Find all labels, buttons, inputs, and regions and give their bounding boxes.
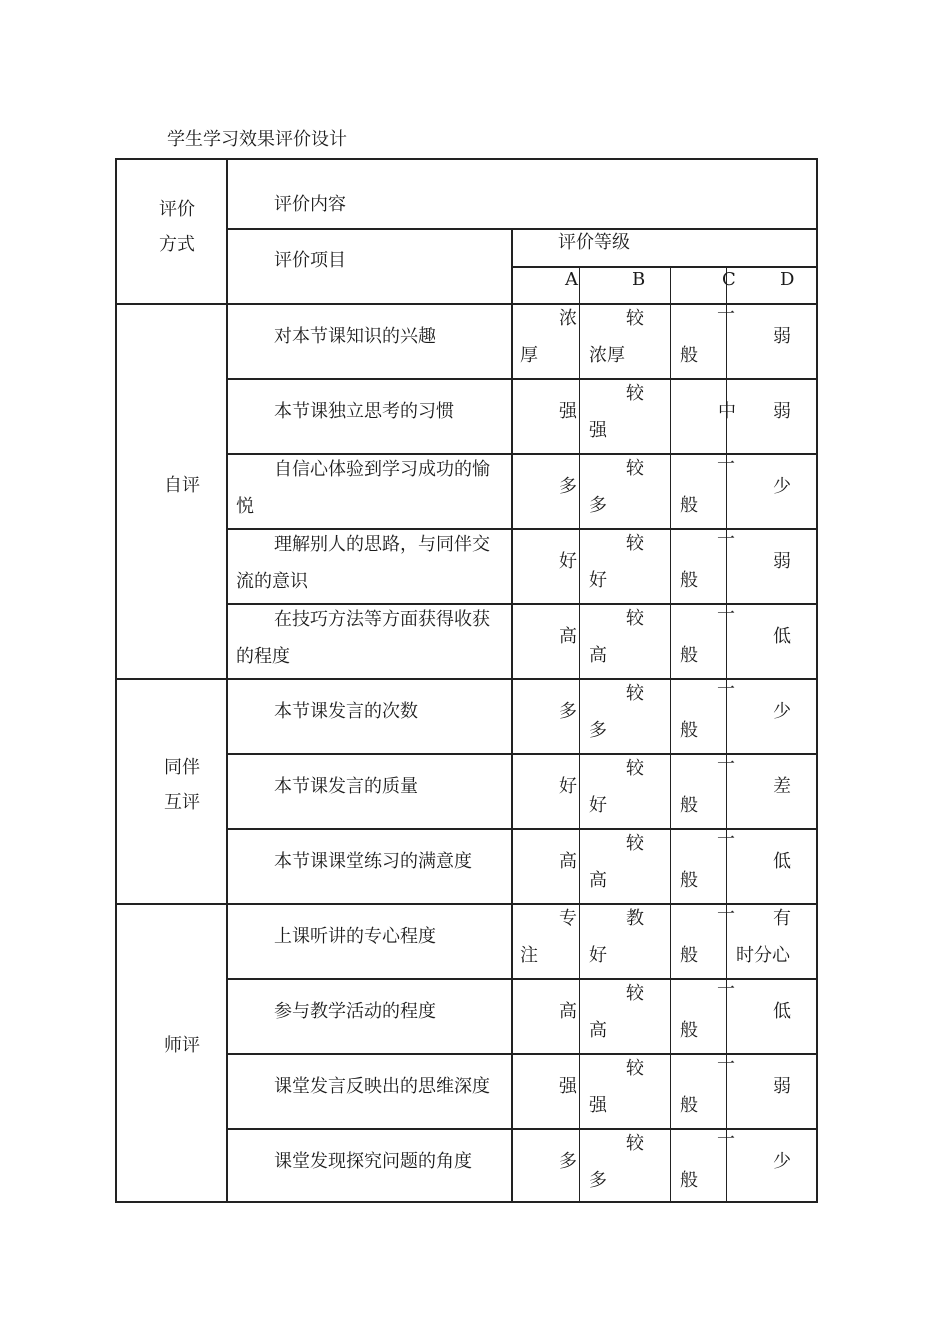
grade-d-text: 少 [773,701,791,722]
grade-d-label: D [780,269,795,290]
table-border [579,266,580,1203]
grade-c-text: 般 [680,645,698,666]
item-text: 课堂发现探究问题的角度 [274,1151,472,1172]
grade-d-text: 少 [773,476,791,497]
group-label-teacher: 师评 [164,1035,200,1056]
table-border [226,378,816,380]
grade-a-text: 好 [559,776,577,797]
grade-c-text: 般 [680,495,698,516]
grade-b-text: 好 [589,795,607,816]
table-border-right [816,158,818,1203]
grade-d-text: 弱 [773,551,791,572]
grade-d-text: 少 [773,1151,791,1172]
grade-d-text: 弱 [773,326,791,347]
page-title: 学生学习效果评价设计 [167,129,347,150]
grade-b-text: 浓厚 [589,345,625,366]
grade-c-text: 般 [680,570,698,591]
grade-c-text: 一 [717,529,735,550]
grade-a-text: 强 [559,1076,577,1097]
item-text: 自信心体验到学习成功的愉 [274,459,490,480]
grade-b-text: 较 [626,1133,644,1154]
grade-d-text: 时分心 [736,945,790,966]
grade-b-text: 较 [626,533,644,554]
table-border [115,678,816,680]
grade-a-text: 浓 [559,308,577,329]
grade-a-text: 高 [559,1001,577,1022]
grade-c-text: 般 [680,345,698,366]
grade-b-text: 强 [589,1095,607,1116]
table-border [511,266,816,268]
grade-a-text: 强 [559,401,577,422]
grade-c-text: 般 [680,1170,698,1191]
grade-d-text: 差 [773,776,791,797]
grade-c-text: 一 [717,904,735,925]
grade-a-text: 高 [559,626,577,647]
grade-b-text: 较 [626,308,644,329]
grade-c-text: 一 [717,1054,735,1075]
table-border [115,903,816,905]
grade-c-text: 一 [717,979,735,1000]
grade-c-text: 中 [718,401,736,422]
group-label-self: 自评 [164,475,200,496]
grade-b-label: B [632,269,646,290]
grade-b-text: 好 [589,570,607,591]
grade-c-text: 一 [717,604,735,625]
table-border [511,228,513,1203]
grade-a-text: 好 [559,551,577,572]
grade-b-text: 较 [626,1058,644,1079]
grade-b-text: 强 [589,420,607,441]
grade-b-text: 高 [589,645,607,666]
grade-c-label: C [722,269,736,290]
item-text: 本节课发言的质量 [274,776,418,797]
grade-d-text: 有 [773,908,791,929]
grade-c-text: 般 [680,1095,698,1116]
table-border [226,158,228,1203]
item-text: 对本节课知识的兴趣 [274,326,436,347]
method-label: 方式 [159,234,195,255]
grade-c-text: 一 [717,454,735,475]
item-text: 流的意识 [236,571,308,592]
grade-c-text: 般 [680,720,698,741]
grade-c-text: 一 [717,829,735,850]
grade-b-text: 较 [626,758,644,779]
item-text: 在技巧方法等方面获得收获 [274,609,490,630]
table-border [115,303,816,305]
grade-c-text: 一 [717,1129,735,1150]
table-border-top [115,158,818,160]
grade-b-text: 较 [626,458,644,479]
grade-b-text: 高 [589,1020,607,1041]
item-text: 理解别人的思路，与同伴交 [274,534,490,555]
group-label-peer: 同伴 [164,757,200,778]
grade-a-label: A [565,269,578,290]
grade-label: 评价等级 [558,232,630,253]
method-label: 评价 [159,199,195,220]
table-border [226,228,816,230]
grade-b-text: 较 [626,383,644,404]
item-text: 悦 [236,496,254,517]
table-border-bottom [115,1201,818,1203]
table-border-left [115,158,117,1203]
grade-b-text: 多 [589,720,607,741]
item-text: 的程度 [236,646,290,667]
grade-b-text: 高 [589,870,607,891]
grade-a-text: 多 [559,1151,577,1172]
item-text: 本节课课堂练习的满意度 [274,851,472,872]
grade-b-text: 较 [626,983,644,1004]
grade-a-text: 厚 [520,345,538,366]
grade-c-text: 般 [680,945,698,966]
grade-a-text: 专 [559,908,577,929]
grade-b-text: 多 [589,1170,607,1191]
grade-a-text: 多 [559,476,577,497]
grade-c-text: 般 [680,1020,698,1041]
item-text: 本节课发言的次数 [274,701,418,722]
grade-d-text: 低 [773,1001,791,1022]
item-text: 上课听讲的专心程度 [274,926,436,947]
grade-c-text: 般 [680,795,698,816]
grade-c-text: 一 [717,304,735,325]
table-border [670,266,671,1203]
item-label: 评价项目 [274,250,346,271]
grade-b-text: 较 [626,833,644,854]
grade-c-text: 般 [680,870,698,891]
item-text: 参与教学活动的程度 [274,1001,436,1022]
grade-a-text: 高 [559,851,577,872]
item-text: 本节课独立思考的习惯 [274,401,454,422]
grade-d-text: 低 [773,626,791,647]
grade-c-text: 一 [717,679,735,700]
group-label-peer: 互评 [164,792,200,813]
item-text: 课堂发言反映出的思维深度 [274,1076,490,1097]
grade-b-text: 教 [626,908,644,929]
grade-b-text: 较 [626,608,644,629]
grade-c-text: 一 [717,754,735,775]
grade-a-text: 注 [520,945,538,966]
grade-d-text: 弱 [773,401,791,422]
grade-b-text: 多 [589,495,607,516]
grade-b-text: 较 [626,683,644,704]
grade-b-text: 好 [589,945,607,966]
grade-d-text: 低 [773,851,791,872]
grade-a-text: 多 [559,701,577,722]
content-label: 评价内容 [274,194,346,215]
grade-d-text: 弱 [773,1076,791,1097]
